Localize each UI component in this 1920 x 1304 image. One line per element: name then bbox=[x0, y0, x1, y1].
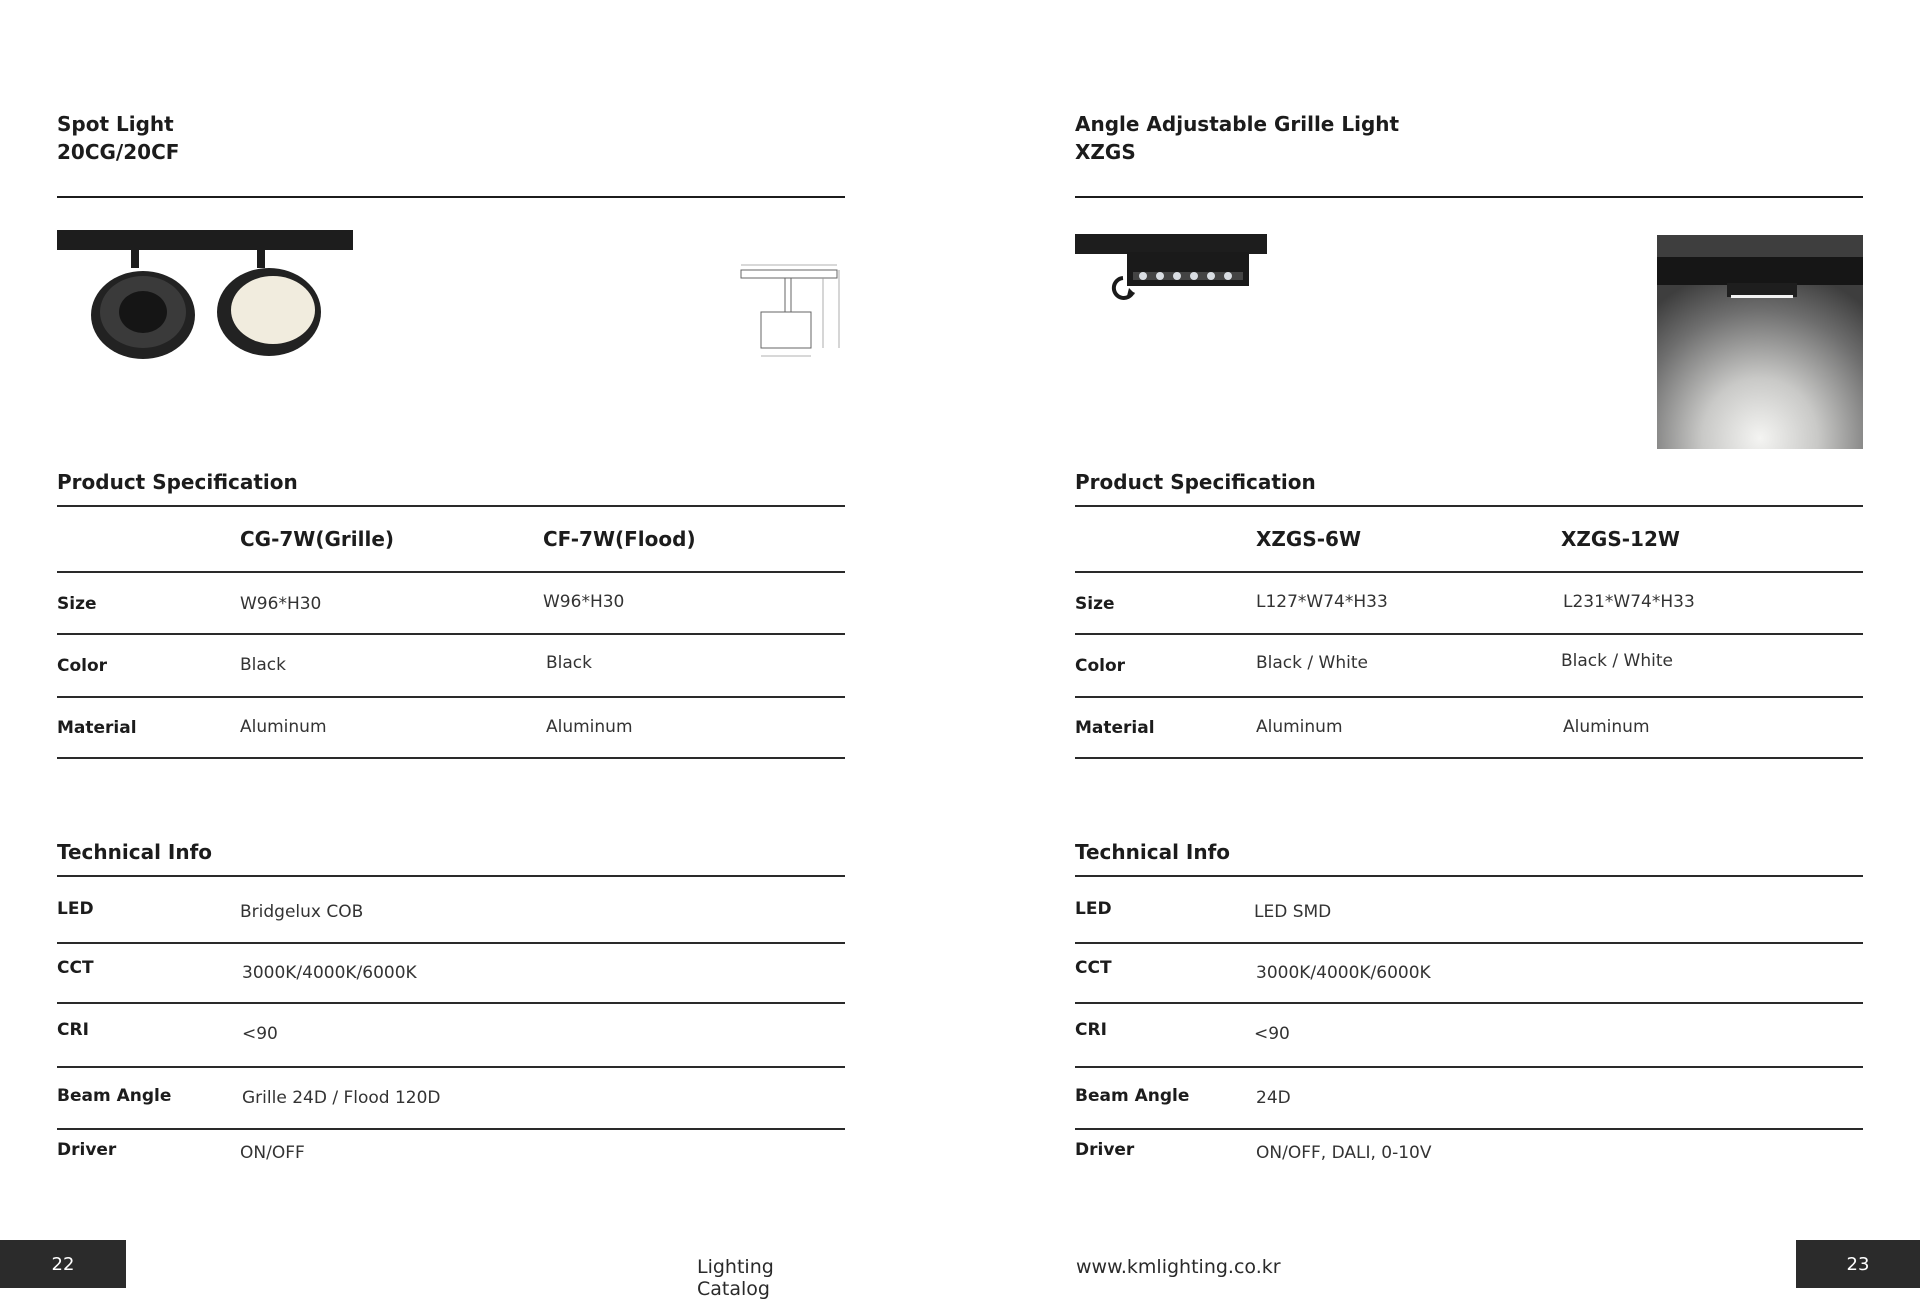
spec-header-rule bbox=[57, 571, 845, 573]
tech-row-rule bbox=[57, 1066, 845, 1068]
spec-row-label: Material bbox=[1075, 718, 1155, 738]
spot-light-photo bbox=[57, 230, 367, 450]
spec-heading: Product Specification bbox=[57, 470, 298, 494]
tech-row-value: 3000K/4000K/6000K bbox=[242, 963, 417, 983]
spec-row-rule bbox=[57, 633, 845, 635]
spec-cell: Black / White bbox=[1561, 651, 1673, 671]
page-number: 23 bbox=[1796, 1240, 1920, 1288]
tech-row-rule bbox=[57, 1128, 845, 1130]
product-model: 20CG/20CF bbox=[57, 140, 180, 164]
tech-row-label: Beam Angle bbox=[1075, 1086, 1190, 1106]
grille-light-photo bbox=[1075, 234, 1275, 314]
spec-column-1: XZGS-6W bbox=[1256, 527, 1362, 551]
spec-bottom-rule bbox=[1075, 757, 1863, 759]
tech-row-label: LED bbox=[1075, 899, 1112, 919]
tech-row-label: CRI bbox=[1075, 1020, 1107, 1040]
spec-top-rule bbox=[57, 505, 845, 507]
tech-row-value: 24D bbox=[1256, 1088, 1291, 1108]
tech-row-value: Grille 24D / Flood 120D bbox=[242, 1088, 441, 1108]
page-number: 22 bbox=[0, 1240, 126, 1288]
spec-cell: W96*H30 bbox=[543, 592, 625, 612]
spec-heading: Product Specification bbox=[1075, 470, 1316, 494]
tech-row-label: Beam Angle bbox=[57, 1086, 172, 1106]
spec-column-2: XZGS-12W bbox=[1561, 527, 1680, 551]
product-title bbox=[1075, 110, 1399, 166]
spec-cell: Aluminum bbox=[546, 717, 633, 737]
left-column bbox=[57, 0, 845, 1304]
tech-row-rule bbox=[1075, 942, 1863, 944]
spec-cell: Black bbox=[240, 655, 286, 675]
footer-website: www.kmlighting.co.kr bbox=[1076, 1256, 1281, 1278]
spec-top-rule bbox=[1075, 505, 1863, 507]
spec-cell: Black bbox=[546, 653, 592, 673]
tech-row-rule bbox=[57, 942, 845, 944]
spec-cell: Black / White bbox=[1256, 653, 1368, 673]
tech-row-value: <90 bbox=[242, 1024, 278, 1044]
tech-row-value: Bridgelux COB bbox=[240, 902, 364, 922]
spec-row-rule bbox=[1075, 633, 1863, 635]
spec-row-label: Color bbox=[57, 656, 108, 676]
tech-row-rule bbox=[57, 1002, 845, 1004]
tech-top-rule bbox=[1075, 875, 1863, 877]
tech-row-label: CCT bbox=[57, 958, 94, 978]
spec-row-label: Material bbox=[57, 718, 137, 738]
spec-row-label: Size bbox=[57, 594, 97, 614]
tech-row-label: Driver bbox=[1075, 1140, 1135, 1160]
spec-cell: L127*W74*H33 bbox=[1256, 592, 1388, 612]
dimension-drawing bbox=[739, 262, 845, 362]
spec-column-1: CG-7W(Grille) bbox=[240, 527, 395, 551]
tech-row-label: LED bbox=[57, 899, 94, 919]
spec-row-rule bbox=[57, 696, 845, 698]
tech-heading: Technical Info bbox=[57, 840, 213, 864]
spec-row-label: Color bbox=[1075, 656, 1126, 676]
tech-row-value: LED SMD bbox=[1254, 902, 1332, 922]
product-model: XZGS bbox=[1075, 140, 1136, 164]
footer-text: Lighting Catalog bbox=[697, 1256, 774, 1300]
title-divider bbox=[1075, 196, 1863, 198]
tech-heading: Technical Info bbox=[1075, 840, 1231, 864]
tech-row-label: CRI bbox=[57, 1020, 89, 1040]
tech-row-label: Driver bbox=[57, 1140, 117, 1160]
spec-cell: Aluminum bbox=[1563, 717, 1650, 737]
tech-row-value: 3000K/4000K/6000K bbox=[1256, 963, 1431, 983]
installation-photo bbox=[1657, 235, 1863, 449]
tech-row-value: ON/OFF bbox=[240, 1143, 305, 1163]
tech-row-rule bbox=[1075, 1066, 1863, 1068]
spec-column-2: CF-7W(Flood) bbox=[543, 527, 696, 551]
spec-cell: Aluminum bbox=[1256, 717, 1343, 737]
spec-cell: W96*H30 bbox=[240, 594, 322, 614]
tech-row-rule bbox=[1075, 1002, 1863, 1004]
spec-cell: Aluminum bbox=[240, 717, 327, 737]
spec-bottom-rule bbox=[57, 757, 845, 759]
product-name: Spot Light bbox=[57, 112, 174, 136]
product-title bbox=[57, 110, 179, 166]
tech-top-rule bbox=[57, 875, 845, 877]
spec-row-rule bbox=[1075, 696, 1863, 698]
tech-row-value: <90 bbox=[1254, 1024, 1290, 1044]
tech-row-rule bbox=[1075, 1128, 1863, 1130]
spec-header-rule bbox=[1075, 571, 1863, 573]
title-divider bbox=[57, 196, 845, 198]
product-name: Angle Adjustable Grille Light bbox=[1075, 112, 1400, 136]
spec-row-label: Size bbox=[1075, 594, 1115, 614]
right-column bbox=[1075, 0, 1863, 1304]
spec-cell: L231*W74*H33 bbox=[1563, 592, 1695, 612]
tech-row-label: CCT bbox=[1075, 958, 1112, 978]
tech-row-value: ON/OFF, DALI, 0-10V bbox=[1256, 1143, 1432, 1163]
page-right bbox=[960, 0, 1920, 1304]
